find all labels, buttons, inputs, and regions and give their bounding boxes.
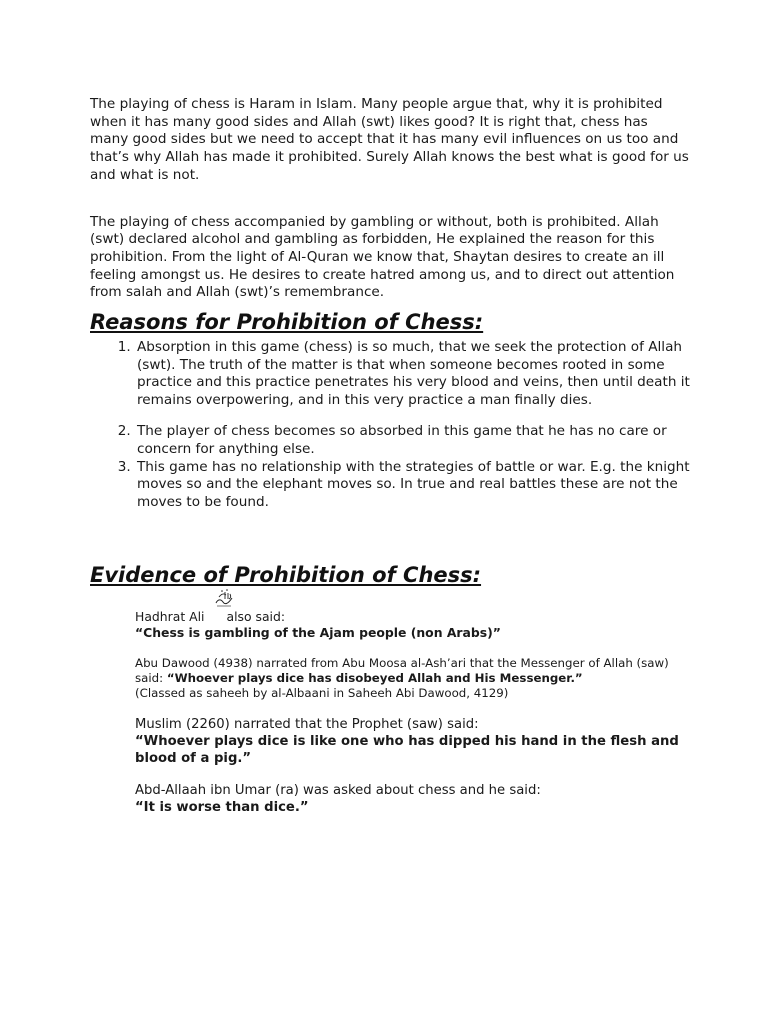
reason-item: 1. Absorption in this game (chess) is so much, that we seek the protection of Allah (swt). The truth of the matter is that when someone becomes rooted in some practice and this practice penetrates his very blood and veins, then until death it remains overpowering, and in this very practice a man finally dies. — [135, 339, 690, 409]
ali-block — [135, 609, 690, 641]
reason-item: 3. This game has no relationship with the strategies of battle or war. E.g. the knight moves so and the elephant moves so. In true and real battles these are not the moves to be found. — [135, 459, 690, 512]
ali-line — [135, 609, 285, 625]
umar-intro: Abd-Allaah ibn Umar (ra) was asked about chess and he said: — [135, 782, 541, 798]
muslim-quote: “Whoever plays dice is like one who has dipped his hand in the flesh and blood of a pig.” — [135, 733, 679, 766]
reason-item: 2. The player of chess becomes so absorbed in this game that he has no care or concern for anything else. — [135, 423, 690, 458]
arabic-honorific-icon — [213, 587, 235, 609]
abu-dawood-note: (Classed as saheeh by al-Albaani in Saheeh Abi Dawood, 4129) — [135, 685, 509, 700]
document-page — [90, 96, 690, 816]
ali-said: also said: — [226, 609, 286, 625]
intro-paragraph-1: The playing of chess is Haram in Islam. Many people argue that, why it is prohibited when it has many good sides and Allah (swt) likes good? It is right that, chess has many good sides but we need to accept that it has many evil influences on us too and that’s why Allah has made it prohibited. Surely Allah knows the best what is good for us and what is not. — [90, 96, 689, 183]
muslim-intro: Muslim (2260) narrated that the Prophet (saw) said: — [135, 716, 479, 732]
umar-block — [135, 782, 690, 816]
evidence-heading: Evidence of Prohibition of Chess: — [90, 563, 482, 588]
abu-dawood-intro: Abu Dawood (4938) narrated from Abu Moosa al-Ash’ari that the Messenger of Allah (saw) said: — [135, 655, 669, 685]
muslim-block — [135, 716, 690, 767]
evidence-section — [135, 609, 690, 816]
ali-quote: “Chess is gambling of the Ajam people (non Arabs)” — [135, 625, 501, 641]
abu-dawood-block — [135, 656, 690, 701]
intro-paragraph-2: The playing of chess accompanied by gambling or without, both is prohibited. Allah (swt) declared alcohol and gambling as forbidden, He explained the reason for this prohibition. From the light of Al-Quran we know that, Shaytan desires to create an ill feeling amongst us. He desires to create hatred among us, and to direct out attention from salah and Allah (swt)’s remembrance. — [90, 213, 675, 301]
reasons-heading: Reasons for Prohibition of Chess: — [90, 310, 484, 335]
reasons-list — [90, 339, 690, 511]
ali-name: Hadhrat Ali — [135, 609, 205, 625]
umar-quote: “It is worse than dice.” — [135, 799, 309, 815]
abu-dawood-quote: “Whoever plays dice has disobeyed Allah and His Messenger.” — [166, 670, 583, 685]
